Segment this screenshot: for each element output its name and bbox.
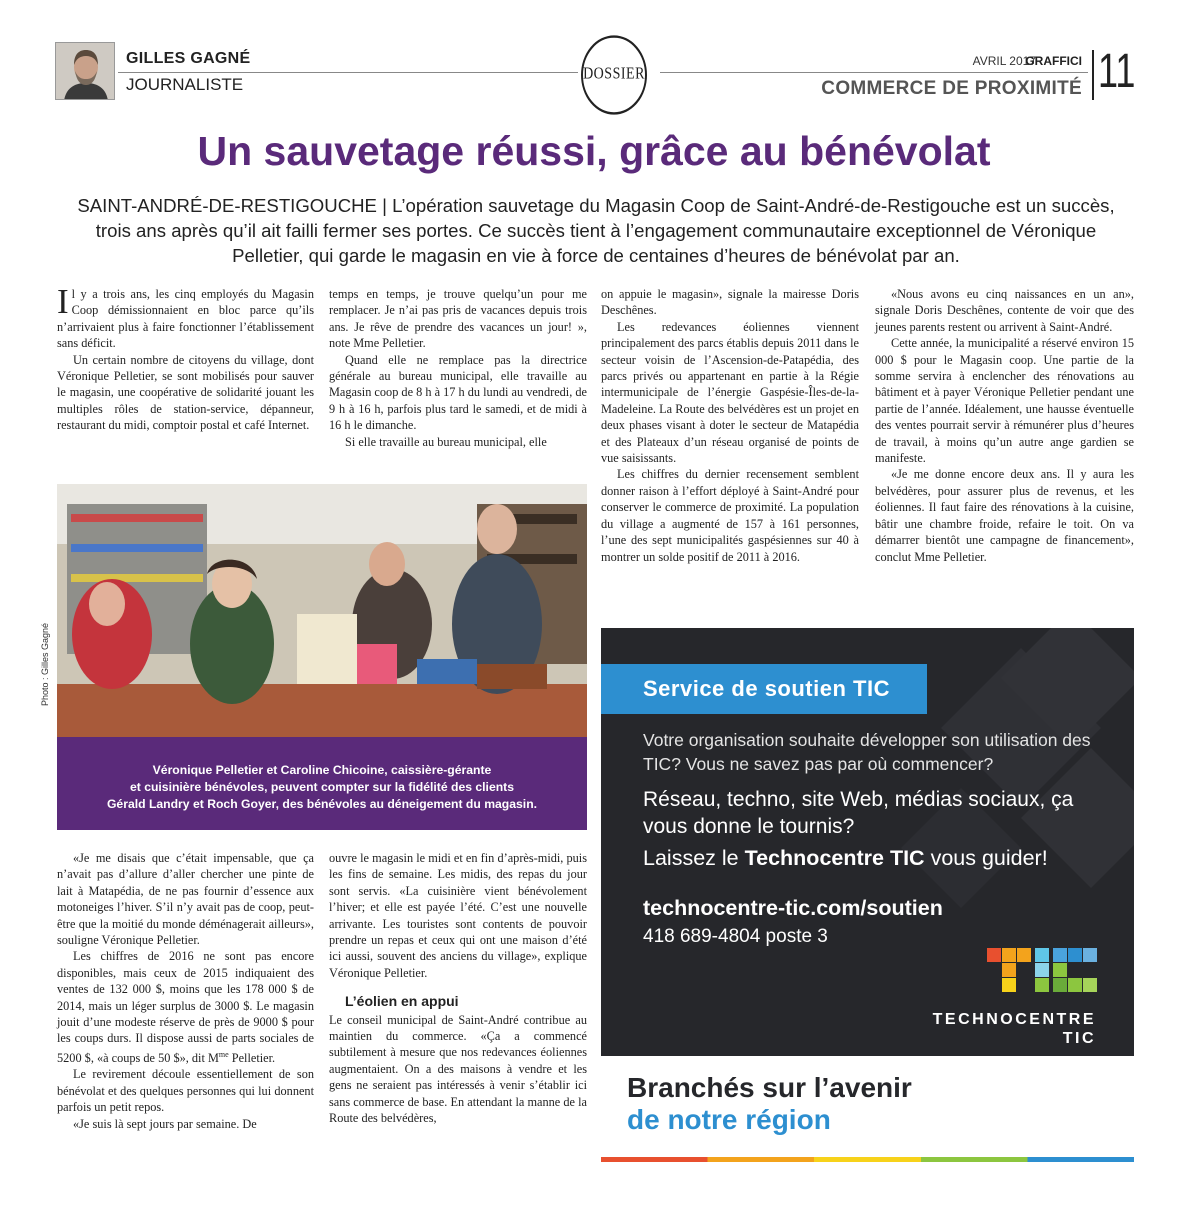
- page-number: 11: [1098, 45, 1136, 98]
- ad-banner: Service de soutien TIC: [601, 664, 927, 714]
- article-column-2-top: [329, 286, 587, 450]
- store-photo: [57, 484, 587, 737]
- section-title: COMMERCE DE PROXIMITÉ: [821, 78, 1082, 99]
- paragraph: Les chiffres de 2016 ne sont pas encore disponibles, mais ceux de 2015 indiquaient des ventes de 132 000 $, moins que les 178 000 $ de 2014, mais un léger surplus de 3000 $. Le magasin jouit d’une modeste réserve de près de 9000 $ pour les coups durs. Il dispose aussi de parts sociales de 5200 $, «à coups de 50 $», dit M: [57, 949, 314, 1065]
- paragraph: «Je suis là sept jours par semaine. De: [73, 1116, 257, 1131]
- caption-line: Véronique Pelletier et Caroline Chicoine, caissière-gérante: [152, 763, 492, 777]
- ad-footer: [601, 1056, 1134, 1162]
- paragraph: «Nous avons eu cinq naissances en un an», signale Doris Deschênes, contente de voir que des jeunes parents restent ou arrivent à Saint-André.: [875, 287, 1134, 334]
- ad-logo-name: [933, 1010, 1096, 1048]
- author-role: JOURNALISTE: [126, 75, 244, 94]
- article-column-1-bottom: [57, 850, 314, 1132]
- paragraph-end: Pelletier.: [228, 1050, 276, 1065]
- photo-credit: Photo : Gilles Gagné: [40, 622, 50, 706]
- ad-slogan: de notre région: [627, 1104, 831, 1135]
- paragraph: Le conseil municipal de Saint-André contribue au maintien du commerce. «Ça a commencé subtilement à mesure que nos redevances éoliennes augmentaient. On a des maisons à vendre et les gens ne seraient pas intéressés à venir s’établir ici sans commerce de base. En attendant la manne de la Route des belvédères,: [329, 1012, 587, 1126]
- issue-date: AVRIL 2017: [972, 54, 1036, 68]
- ad-color-stripe: [601, 1157, 1134, 1162]
- paragraph: Quand elle ne remplace pas la directrice générale au bureau municipal, elle travaille au Magasin coop de 8 h à 17 h du lundi au vendredi, de 9 h à 16 h, parfois plus tard le samedi, et de midi à 16 h le dimanche.: [329, 352, 587, 433]
- photo-caption: [57, 737, 587, 830]
- paragraph: l y a trois ans, les cinq employés du Magasin Coop démissionnaient en bloc parce qu’ils n’arrivaient plus à faire fonctionner l’établissement sans déficit.: [57, 287, 314, 351]
- header-rule: [118, 72, 578, 73]
- article-column-3: [601, 286, 859, 565]
- tic-logo-icon: [987, 948, 1097, 996]
- ad-url-link[interactable]: technocentre-tic.com/soutien: [643, 896, 943, 920]
- subheading: L’éolien en appui: [345, 993, 459, 1010]
- paragraph: on appuie le magasin», signale la mairesse Doris Deschênes.: [601, 287, 859, 318]
- dossier-badge: [581, 35, 647, 114]
- author-name: GILLES GAGNÉ: [126, 50, 251, 67]
- ad-guide-brand: Technocentre TIC: [744, 846, 925, 870]
- superscript: me: [218, 1049, 229, 1059]
- paragraph: Le revirement découle essentiellement de son bénévolat et des quelques personnes qui lui donnent parfois un petit repos.: [57, 1067, 314, 1115]
- ad-intro: Votre organisation souhaite développer son utilisation des TIC? Vous ne savez pas par où commencer?: [643, 730, 1091, 774]
- paragraph: Un certain nombre de citoyens du village, dont Véronique Pelletier, se sont mobilisés pour sauver le magasin, une coopérative de solidarité jouant les multiples rôles de station-service, dépanneur, restaurant du midi, comptoir postal et café Internet.: [57, 352, 314, 433]
- article-column-4: [875, 286, 1134, 565]
- caption-line: et cuisinière bénévoles, peuvent compter sur la fidélité des clients: [129, 780, 515, 794]
- ad-guide: [643, 846, 1048, 871]
- article-column-1-top: [57, 282, 314, 434]
- paragraph: «Je me donne encore deux ans. Il y aura les belvédères, pour assurer plus de revenus, et les éoliennes. Il faut faire des rénovations à la cuisine, bâtir une chambre froide, refaire le toit. On va démarrer bientôt une campagne de financement», conclut Mme Pelletier.: [875, 467, 1134, 564]
- paragraph: «Je me disais que c’était impensable, que ça n’avait pas d’allure d’aller chercher une pinte de lait à Matapédia, de ne pas fournir d’essence aux motoneiges l’hiver. S’il n’y avait pas de coop, peut-être que la moitié du monde déménagerait ailleurs», souligne Véronique Pelletier.: [57, 851, 314, 948]
- ad-slogan: Branchés sur l’avenir: [627, 1072, 912, 1103]
- paragraph: temps en temps, je trouve quelqu’un pour me remplacer. Je n’ai pas pris de vacances depuis trois ans. Je rêve de prendre des vacances un jour! », note Mme Pelletier.: [329, 287, 587, 351]
- paragraph: Si elle travaille au bureau municipal, elle: [345, 434, 547, 449]
- ad-guide-pre: Laissez le: [643, 846, 745, 870]
- ad-guide-post: vous guider!: [924, 846, 1048, 870]
- page-number-divider: [1092, 50, 1094, 100]
- brand-name: GRAFFICI: [1025, 54, 1082, 68]
- paragraph: ouvre le magasin le midi et en fin d’après-midi, puis les fins de semaine. Les midis, des repas du jour sont servis. «La cuisinière vient bénévolement l’hiver; et elle est payée l’été. C’est une nouvelle arrivante. Les touristes sont contents de pouvoir prendre un repas et ceux qui ont une maison d’été ici aussi, souvent des anciens du village», explique Véronique Pelletier.: [329, 851, 587, 980]
- drop-cap: I: [57, 282, 69, 321]
- header-rule: [660, 72, 1088, 73]
- paragraph: Les redevances éoliennes viennent principalement des parcs établis depuis 2011 dans le secteur voisin de l’Ascension-de-Patapédia, des parcs privés ou appartenant en partie à la Régie intermunicipale de l’énergie Gaspésie-Îles-de-la-Madeleine. La Route des belvédères est un projet en deux phases visant à doter le secteur de Matapédia et des Plateaux d’un réseau organisé de points de vue saisissants.: [601, 319, 859, 466]
- author-photo: [55, 42, 115, 100]
- ad-topics: Réseau, techno, site Web, médias sociaux, ça vous donne le tournis?: [643, 788, 1074, 838]
- ad-phone: 418 689-4804 poste 3: [643, 926, 828, 947]
- article-headline: Un sauvetage réussi, grâce au bénévolat: [197, 128, 991, 174]
- logo-line: TIC: [1062, 1030, 1096, 1047]
- caption-line: Gérald Landry et Roch Goyer, des bénévoles au déneigement du magasin.: [106, 797, 538, 811]
- article-column-2-bottom: [329, 850, 587, 1127]
- technocentre-ad[interactable]: [601, 628, 1134, 1162]
- dossier-label: DOSSIER: [583, 65, 645, 84]
- paragraph: Cette année, la municipalité a réservé environ 15 000 $ pour le Magasin coop. Une partie de la somme servira à enclencher des rénovations au bâtiment et à payer Véronique Pelletier pendant une partie de l’année. Idéalement, une hausse éventuelle des ventes pourrait servir à rémunérer plus d’heures de travail, à moins qu’un autre ange gardien se manifeste.: [875, 336, 1134, 466]
- paragraph: Les chiffres du dernier recensement semblent donner raison à l’effort déployé à Saint-André pour conserver le commerce de proximité. La population du village a augmenté de 157 à 161 personnes, l’une des sept municipalités gaspésiennes sur 40 à montrer un solde positif de 2011 à 2016.: [601, 467, 859, 564]
- logo-line: TECHNOCENTRE: [932, 1011, 1096, 1028]
- article-lede: SAINT-ANDRÉ-DE-RESTIGOUCHE | L’opération sauvetage du Magasin Coop de Saint-André-de-Restigouche est un succès, trois ans après qu’il ait failli fermer ses portes. Ce succès tient à l’engagement communautaire exceptionnel de Véronique Pelletier, qui garde le magasin en vie à force de centaines d’heures de bénévolat par an.: [77, 195, 1115, 266]
